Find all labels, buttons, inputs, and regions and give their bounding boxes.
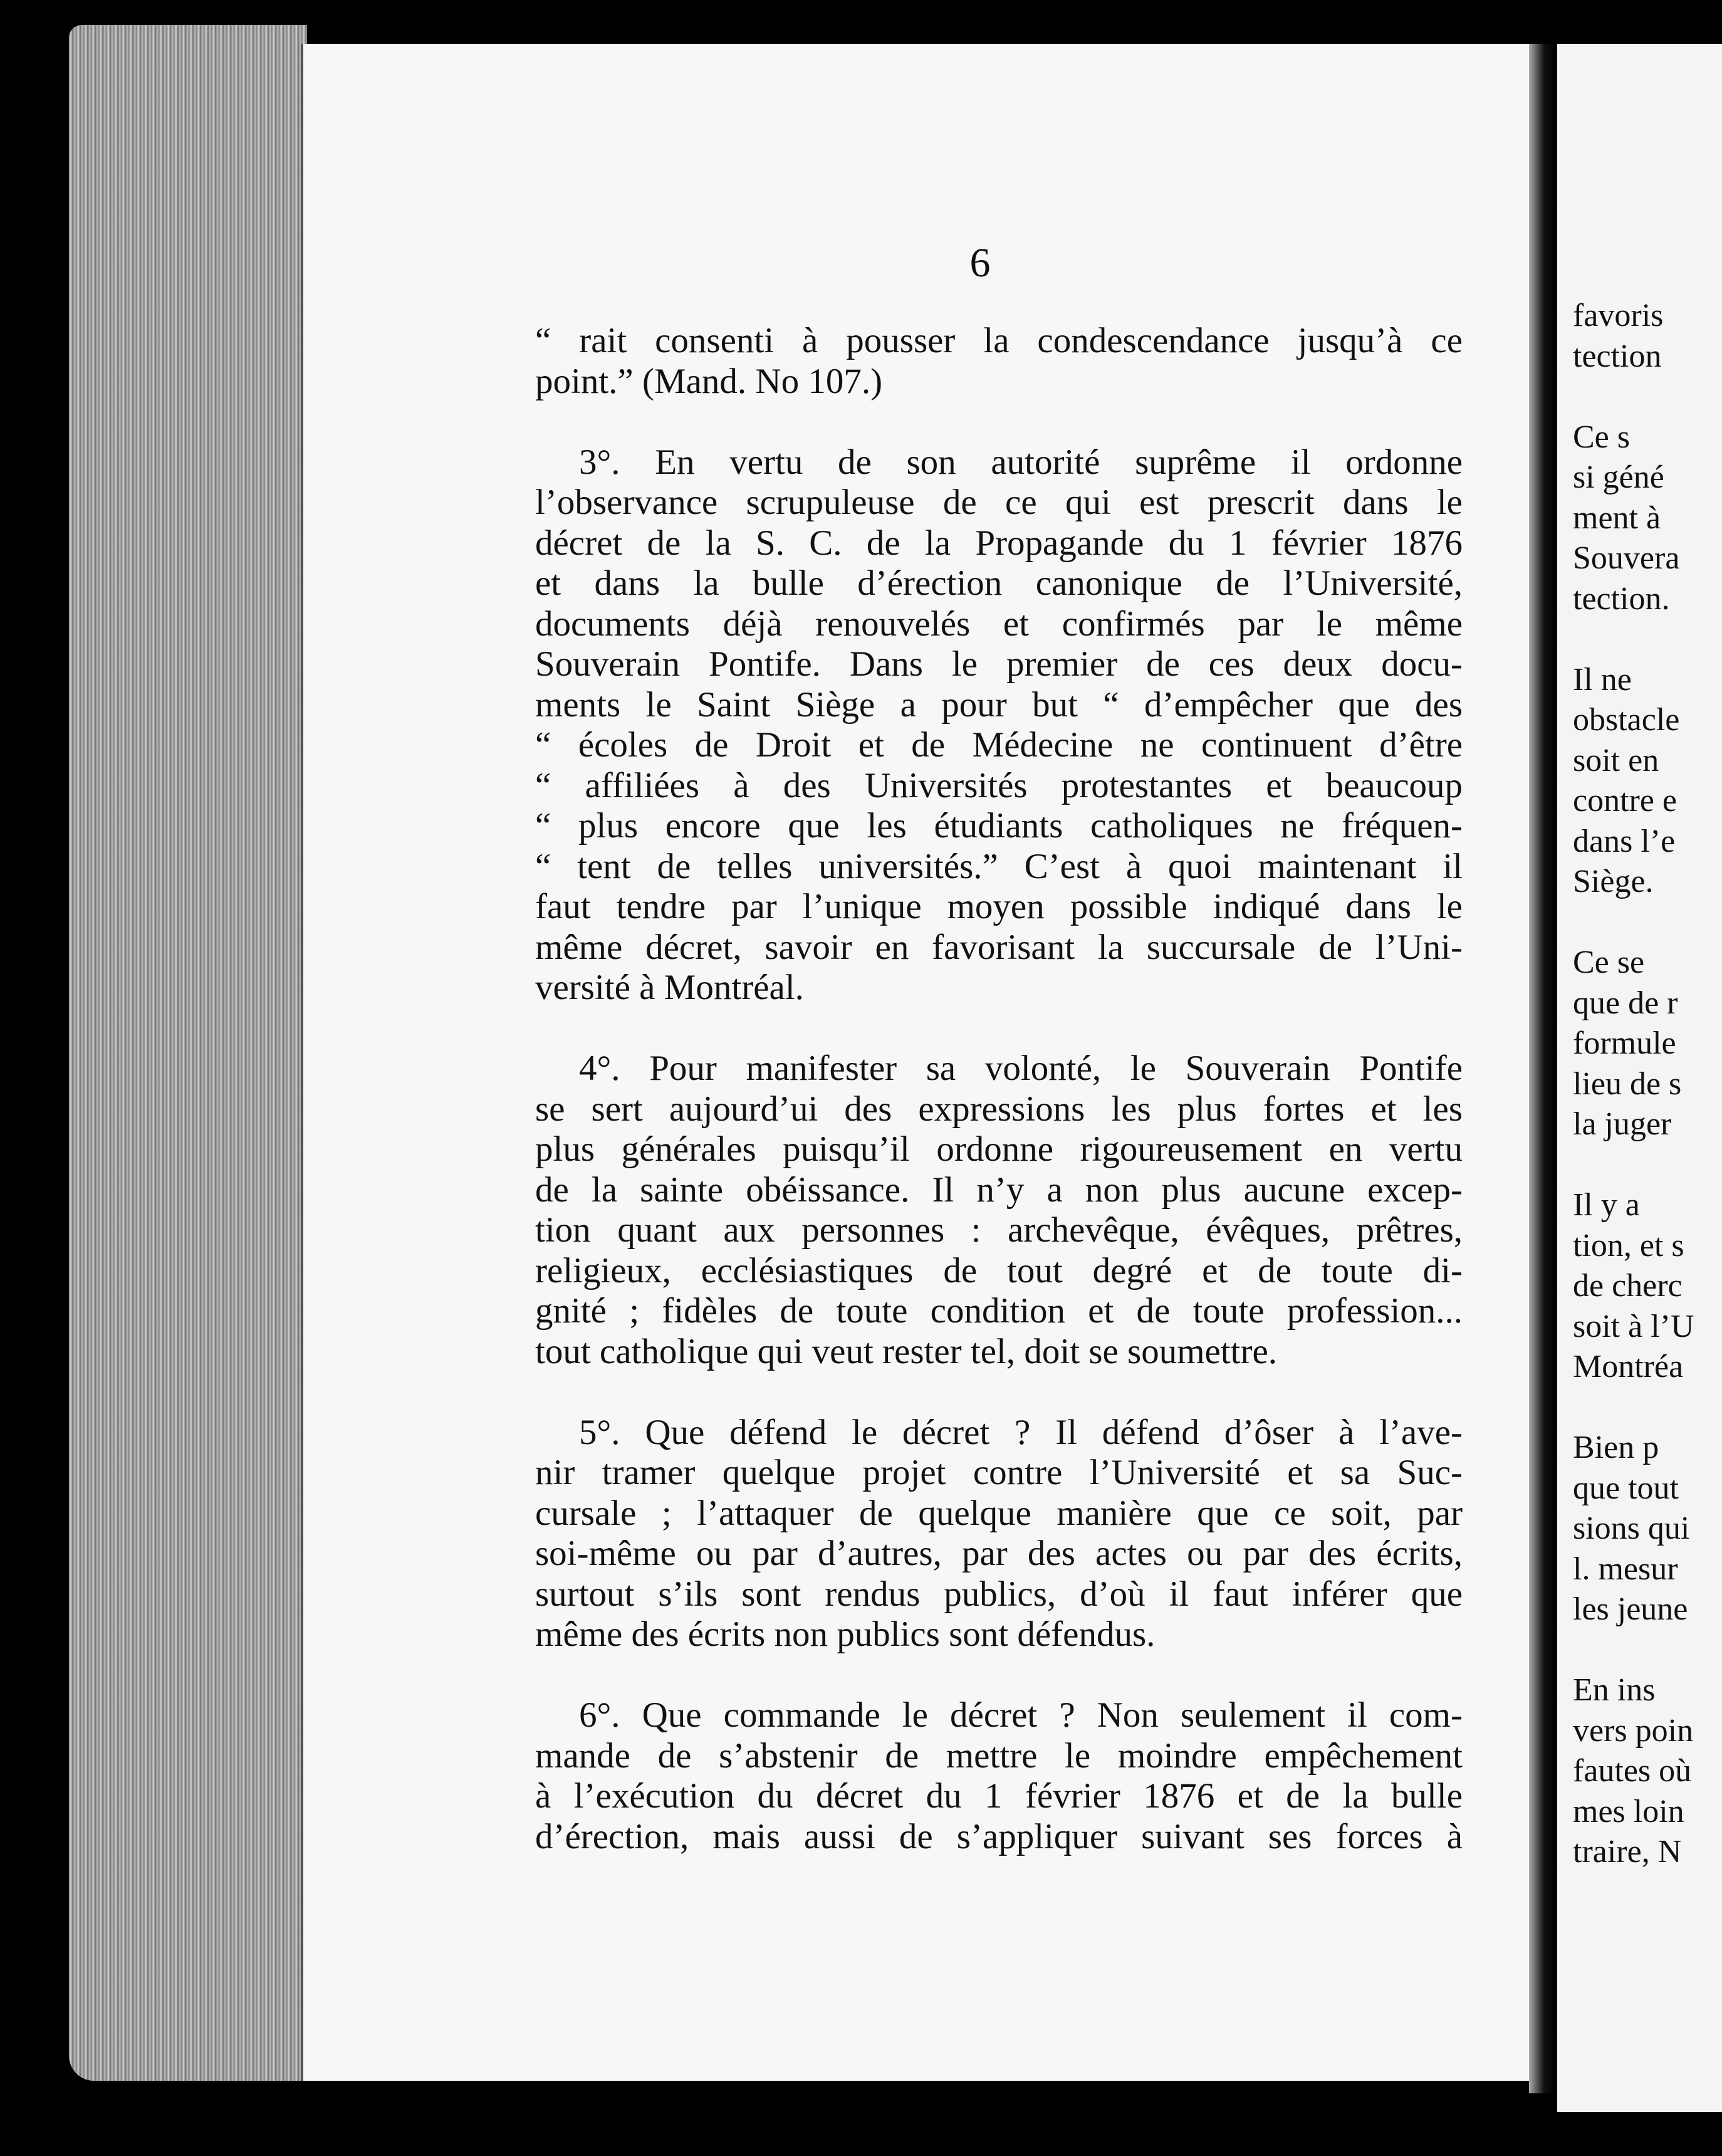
text-line: d’érection, mais aussi de s’appliquer suivant ses forces à xyxy=(535,1816,1463,1856)
right-page-line: Il ne xyxy=(1573,661,1632,698)
right-page-line: formule xyxy=(1573,1025,1676,1061)
right-page-line: que de r xyxy=(1573,985,1678,1021)
text-line: “ rait consenti à pousser la condescendance jusqu’à ce xyxy=(535,321,1463,360)
right-page-line: Siège. xyxy=(1573,864,1654,899)
right-page-line: fautes où xyxy=(1573,1753,1692,1789)
book-gutter xyxy=(1529,44,1554,2093)
text-line: à l’exécution du décret du 1 février 1876 et de la bulle xyxy=(535,1776,1463,1816)
text-line: mande de s’abstenir de mettre le moindre empêchement xyxy=(535,1735,1463,1776)
text-line: 4°. Pour manifester sa volonté, le Souverain Pontife xyxy=(579,1049,1463,1088)
text-line: tout catholique qui veut rester tel, doit se soumettre. xyxy=(535,1331,1278,1371)
right-page-line: soit en xyxy=(1573,742,1659,778)
right-page-line: la juger xyxy=(1573,1106,1672,1142)
text-line: 6°. Que commande le décret ? Non seulement il com- xyxy=(579,1695,1463,1735)
text-line: documents déjà renouvelés et confirmés par le même xyxy=(535,604,1463,644)
right-page-line: que tout xyxy=(1573,1470,1679,1506)
text-line: 3°. En vertu de son autorité suprême il ordonne xyxy=(579,442,1463,482)
text-line: tion quant aux personnes : archevêque, évêques, prêtres, xyxy=(535,1210,1463,1250)
text-line: décret de la S. C. de la Propagande du 1 février 1876 xyxy=(535,523,1463,563)
right-page-line: Bien p xyxy=(1573,1430,1659,1465)
right-page-line: si géné xyxy=(1573,459,1664,495)
text-line: “ plus encore que les étudiants catholiques ne fréquen- xyxy=(535,806,1463,845)
right-page-line: En ins xyxy=(1573,1672,1656,1708)
right-page-line: mes loin xyxy=(1573,1793,1684,1829)
text-line: ments le Saint Siège a pour but “ d’empêcher que des xyxy=(535,684,1463,725)
right-page-line: Ce s xyxy=(1573,419,1630,455)
left-book-page xyxy=(301,44,1532,2081)
text-line: nir tramer quelque projet contre l’Université et sa Suc- xyxy=(535,1453,1463,1492)
right-page-line: tection xyxy=(1573,338,1662,374)
text-line: Souverain Pontife. Dans le premier de ces deux docu- xyxy=(535,644,1463,684)
page-number: 6 xyxy=(969,240,991,286)
text-line: surtout s’ils sont rendus publics, d’où il faut inférer que xyxy=(535,1574,1463,1614)
text-line: 5°. Que défend le décret ? Il défend d’ôser à l’ave- xyxy=(579,1412,1463,1452)
text-line: même décret, savoir en favorisant la succursale de l’Uni- xyxy=(535,927,1463,967)
right-page-line: obstacle xyxy=(1573,702,1680,738)
text-line: “ écoles de Droit et de Médecine ne continuent d’être xyxy=(535,725,1463,765)
right-page-line: Souvera xyxy=(1573,540,1680,576)
right-page-text xyxy=(1573,296,1694,1873)
right-page-line: les jeune xyxy=(1573,1591,1688,1627)
page-body-text xyxy=(535,321,1463,1857)
right-page-line: ment à xyxy=(1573,500,1661,536)
text-line: de la sainte obéissance. Il n’y a non plus aucune excep- xyxy=(535,1170,1463,1210)
text-line: point.” (Mand. No 107.) xyxy=(535,361,883,401)
right-page-line: Montréa xyxy=(1573,1349,1684,1384)
right-page-line: dans l’e xyxy=(1573,823,1676,859)
text-line: l’observance scrupuleuse de ce qui est prescrit dans le xyxy=(535,483,1463,522)
right-page-line: de cherc xyxy=(1573,1268,1683,1304)
book-page-edges xyxy=(69,25,307,2081)
right-page-line: sions qui xyxy=(1573,1510,1690,1546)
right-page-line: soit à l’U xyxy=(1573,1308,1694,1344)
text-line: même des écrits non publics sont défendus. xyxy=(535,1614,1156,1654)
right-page-line: Il y a xyxy=(1573,1187,1640,1223)
right-page-line: contre e xyxy=(1573,783,1678,819)
right-page-line: favoris xyxy=(1573,298,1664,333)
right-page-line: l. mesur xyxy=(1573,1551,1678,1587)
right-book-page xyxy=(1557,44,1722,2112)
right-page-line: lieu de s xyxy=(1573,1065,1682,1102)
right-page-line: vers poin xyxy=(1573,1712,1694,1749)
text-line: plus générales puisqu’il ordonne rigoureusement en vertu xyxy=(535,1129,1463,1169)
right-page-line: tion, et s xyxy=(1573,1227,1684,1264)
text-line: soi-même ou par d’autres, par des actes ou par des écrits, xyxy=(535,1534,1463,1573)
text-line: faut tendre par l’unique moyen possible indiqué dans le xyxy=(535,887,1463,926)
right-page-line: tection. xyxy=(1573,580,1670,617)
text-line: religieux, ecclésiastiques de tout degré et de toute di- xyxy=(535,1250,1463,1290)
text-line: “ affiliées à des Universités protestantes et beaucoup xyxy=(535,765,1463,805)
text-line: et dans la bulle d’érection canonique de l’Université, xyxy=(535,563,1463,603)
text-line: se sert aujourd’ui des expressions les plus fortes et les xyxy=(535,1089,1463,1129)
right-page-line: traire, N xyxy=(1573,1834,1682,1870)
text-line: versité à Montréal. xyxy=(535,968,804,1007)
text-line: “ tent de telles universités.” C’est à quoi maintenant il xyxy=(535,846,1463,886)
right-page-line: Ce se xyxy=(1573,945,1645,980)
text-line: cursale ; l’attaquer de quelque manière que ce soit, par xyxy=(535,1493,1463,1533)
text-line: gnité ; fidèles de toute condition et de toute profession... xyxy=(535,1291,1463,1331)
